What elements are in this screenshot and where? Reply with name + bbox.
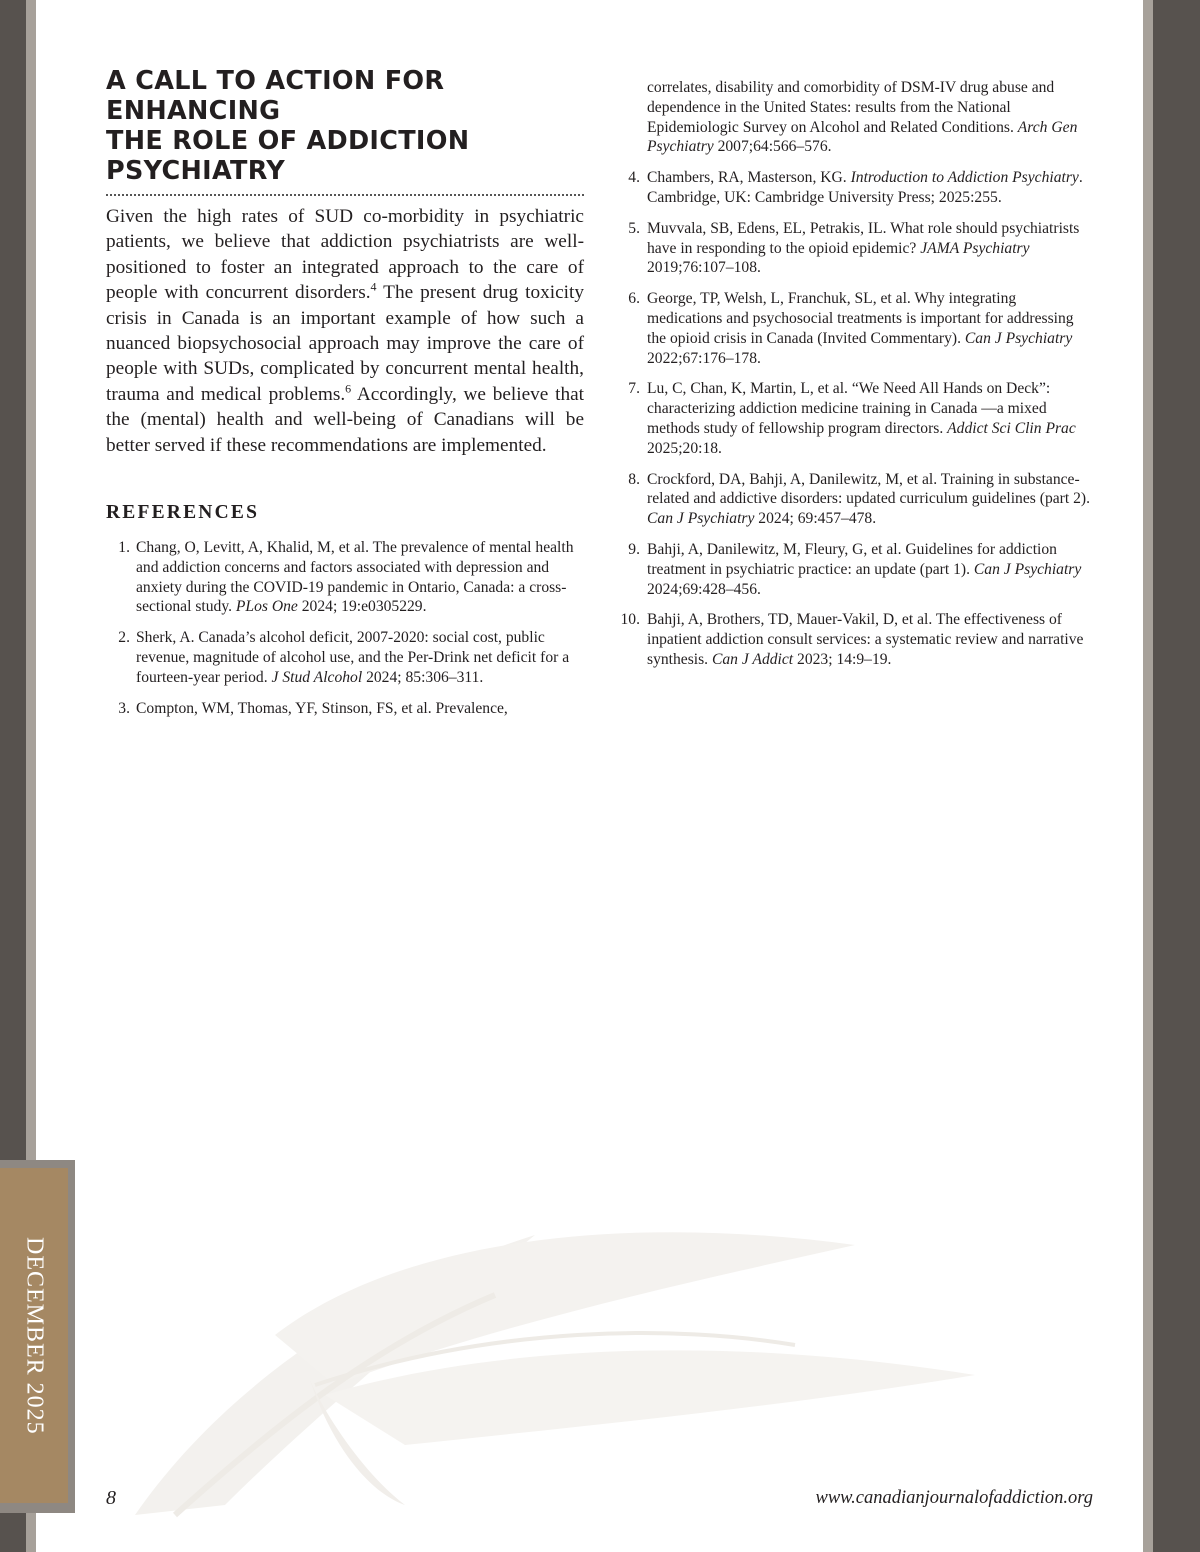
journal-name: JAMA Psychiatry [920,239,1030,257]
reference-item-6 [610,289,1092,368]
reference-list-right [610,78,1092,670]
journal-name: Can J Psychiatry [647,510,755,528]
reference-number: 9. [628,540,640,558]
reference-item-1 [106,538,584,617]
reference-item-10 [610,610,1092,669]
reference-item-7 [610,379,1092,458]
journal-name: Can J Psychiatry [964,329,1073,347]
reference-number: 8. [628,470,640,488]
journal-name: Can J Psychiatry [973,560,1082,578]
journal-website-url: www.canadianjournalofaddiction.org [815,1488,1093,1508]
journal-name: Can J Addict [711,650,794,668]
reference-item-4 [610,168,1092,208]
reference-text: Muvvala, SB, Edens, EL, Petrakis, IL. What role should psychiatrists have in responding to the opioid epidemic? JAMA Psychiatry 2019;76:107–108. [647,219,1080,277]
title-dotted-rule [106,194,584,196]
citation-superscript-6: 6 [345,381,352,396]
section-title-line-2: THE ROLE OF ADDICTION PSYCHIATRY [106,126,470,186]
reference-number: 6. [628,290,640,308]
reference-number: 5. [628,219,640,237]
section-title-line-1: A CALL TO ACTION FOR ENHANCING [106,66,445,126]
reference-text: correlates, disability and comorbidity of DSM-IV drug abuse and dependence in the United States: results from the National Epidemiologic Survey on Alcohol and Related Conditions. Arch Gen Psychiatry 2007;64:566–576. [647,79,1078,156]
right-frame-inner-band [1143,0,1153,1552]
reference-text: Bahji, A, Brothers, TD, Mauer-Vakil, D, et al. The effectiveness of inpatient addiction consult services: a systematic review and narrative synthesis. Can J Addict 2023; 14:9–19. [647,611,1084,668]
reference-item-2 [106,628,584,687]
journal-name: PLos One [235,598,298,616]
reference-number: 4. [628,169,640,187]
body-text-part-3: Accordingly, we believe that the (mental) health and well-being of Canadians will be better served if these recommendations are implemented. [106,383,584,456]
reference-item-5 [610,219,1092,278]
section-title [106,66,584,186]
reference-number: 3. [118,699,130,717]
references-heading: REFERENCES [106,502,260,524]
month-tab-label: DECEMBER 2025 [21,1236,48,1435]
reference-text: Compton, WM, Thomas, YF, Stinson, FS, et al. Prevalence, [136,699,508,717]
body-paragraph [106,204,584,458]
journal-name: Addict Sci Clin Prac [947,419,1076,437]
reference-item-9 [610,540,1092,599]
reference-number: 10. [620,611,640,629]
reference-text: Crockford, DA, Bahji, A, Danilewitz, M, et al. Training in substance-related and addictive disorders: updated curriculum guidelines (part 2). Can J Psychiatry 2024; 69:457–478. [647,470,1090,528]
reference-text: Lu, C, Chan, K, Martin, L, et al. “We Need All Hands on Deck”: characterizing addiction medicine training in Canada —a mixed methods study of fellowship program directors. Addict Sci Clin Prac 2025;20:18. [647,380,1076,457]
book-title: Introduction to Addiction Psychiatry [850,169,1079,187]
reference-item-3 [106,699,584,719]
reference-list-left [106,538,584,718]
page-number: 8 [106,1487,116,1509]
reference-number: 2. [118,629,130,647]
reference-text: George, TP, Welsh, L, Franchuk, SL, et al. Why integrating medications and psychosocial treatments is important for addressing the opioid crisis in Canada (Invited Commentary). Can J Psychiatry 2022;67:176–178. [647,290,1074,367]
citation-superscript-4: 4 [370,279,377,294]
reference-item-3-continued [610,78,1092,157]
reference-text: Sherk, A. Canada’s alcohol deficit, 2007-2020: social cost, public revenue, magnitude of alcohol use, and the Per-Drink net deficit for a fourteen-year period. J Stud Alcohol 2024; 85:306–311. [136,629,570,686]
body-text-part-1: Given the high rates of SUD co-morbidity in psychiatric patients, we believe that addiction psychiatrists are well-positioned to foster an integrated approach to the care of people with concurrent disorders. [106,206,584,304]
reference-number: 1. [118,539,130,557]
reference-number: 7. [628,380,640,398]
reference-text: Chang, O, Levitt, A, Khalid, M, et al. The prevalence of mental health and addiction concerns and factors associated with depression and anxiety during the COVID-19 pandemic in Ontario, Canada: a cross-sectional study. PLos One 2024; 19:e0305229. [136,539,574,616]
journal-name: Arch Gen Psychiatry [647,118,1078,156]
right-frame-band [1153,0,1200,1552]
reference-text: Chambers, RA, Masterson, KG. Introduction to Addiction Psychiatry. Cambridge, UK: Cambridge University Press; 2025:255. [647,169,1083,206]
reference-text: Bahji, A, Danilewitz, M, Fleury, G, et al. Guidelines for addiction treatment in psychiatric practice: an update (part 1). Can J Psychiatry 2024;69:428–456. [647,540,1082,598]
right-column [610,78,1092,681]
left-column [106,66,584,729]
reference-item-8 [610,470,1092,529]
leaf-watermark-icon [75,1175,1135,1535]
body-text-part-2: The present drug toxicity crisis in Canada is an important example of how such a nuanced biopsychosocial approach may improve the care of people with SUDs, complicated by concurrent mental health, trauma and medical problems. [106,282,585,405]
journal-name: J Stud Alcohol [271,668,363,686]
